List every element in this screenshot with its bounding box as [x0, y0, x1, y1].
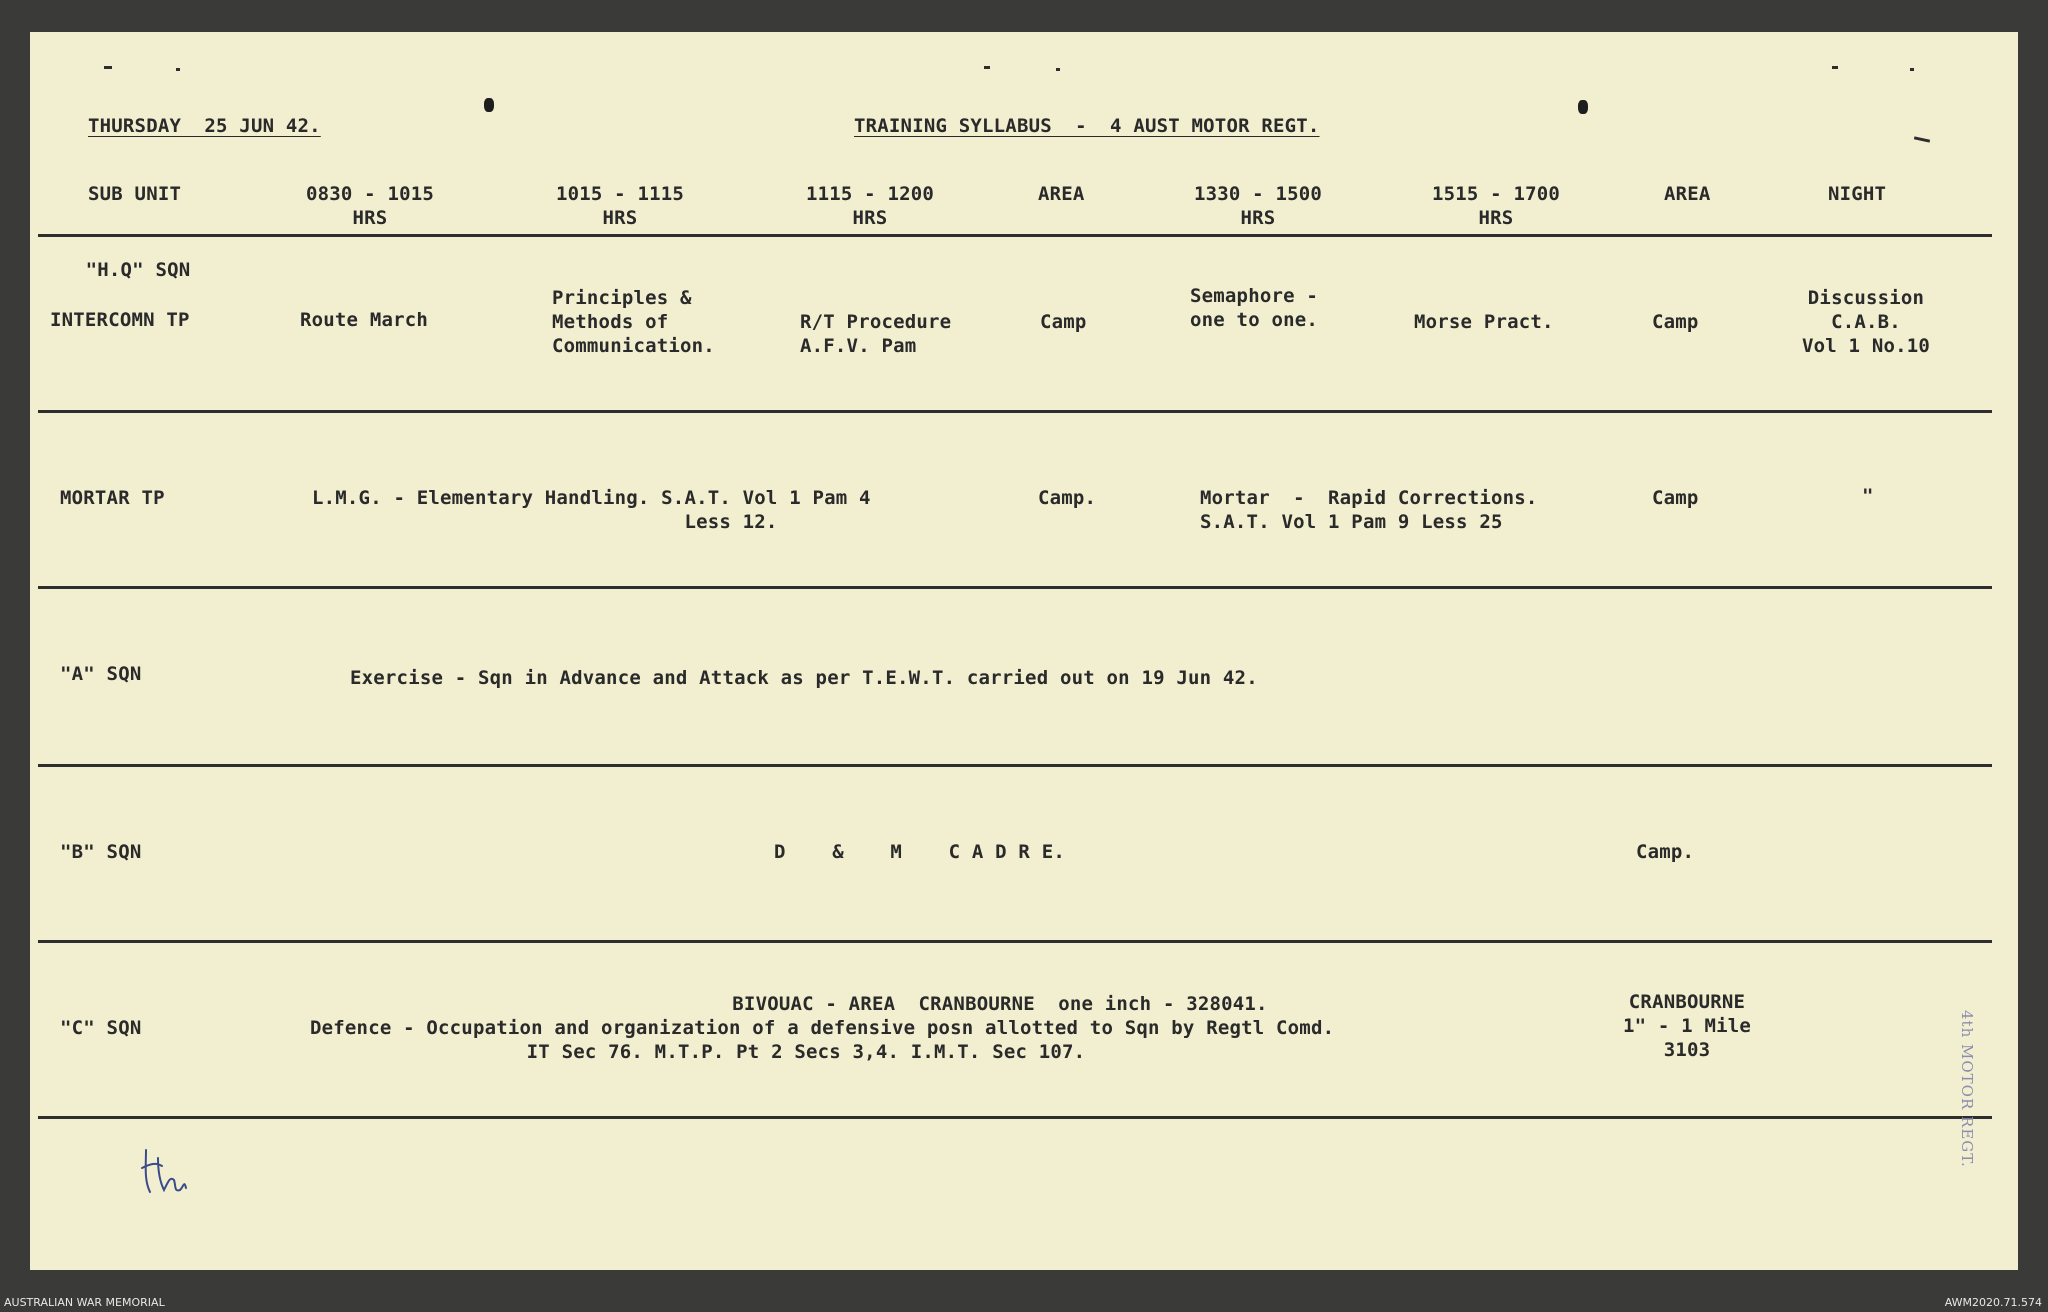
row-rule-3 — [38, 764, 1992, 767]
top-mark-center — [984, 66, 990, 69]
col-period-1-hrs: HRS — [352, 207, 388, 229]
col-period-4-hrs: HRS — [1240, 207, 1276, 229]
row-b-area: Camp. — [1636, 841, 1695, 863]
footer-accession-number: AWM2020.71.574 — [1944, 1296, 2042, 1309]
row-a-unit: "A" SQN — [60, 663, 142, 685]
row-mortar-morning: L.M.G. - Elementary Handling. S.A.T. Vol 1 Pam 4 Less 12. — [312, 487, 871, 533]
row-hq-period-3: R/T Procedure A.F.V. Pam — [800, 311, 952, 357]
row-a-text: Exercise - Sqn in Advance and Attack as per T.E.W.T. carried out on 19 Jun 42. — [350, 667, 1258, 689]
row-hq-sub-unit: INTERCOMN TP — [50, 309, 190, 331]
row-mortar-unit: MORTAR TP — [60, 487, 165, 509]
document-title: TRAINING SYLLABUS - 4 AUST MOTOR REGT. — [854, 115, 1320, 137]
row-mortar-afternoon: Mortar - Rapid Corrections. S.A.T. Vol 1 Pam 9 Less 25 — [1200, 487, 1538, 533]
row-hq-period-1: Route March — [300, 309, 429, 331]
row-b-unit: "B" SQN — [60, 841, 142, 863]
row-c-area: CRANBOURNE 1" - 1 Mile 3103 — [1622, 991, 1752, 1061]
col-night: NIGHT — [1828, 183, 1887, 205]
row-rule-5 — [38, 1116, 1992, 1119]
punch-hole-left — [484, 98, 494, 112]
col-sub-unit: SUB UNIT — [88, 183, 182, 205]
row-c-line-1: BIVOUAC - AREA CRANBOURNE one inch - 328041. — [732, 993, 1268, 1015]
top-mark-left-2 — [176, 68, 180, 71]
row-mortar-area-2: Camp — [1652, 487, 1699, 509]
col-period-1: 0830 - 1015 — [305, 183, 435, 205]
row-hq-period-4: Semaphore - one to one. — [1190, 285, 1319, 331]
row-rule-1 — [38, 410, 1992, 413]
row-hq-area-2: Camp — [1652, 311, 1699, 333]
punch-hole-right — [1578, 100, 1588, 114]
row-hq-unit: "H.Q" SQN — [85, 259, 191, 281]
row-hq-period-5: Morse Pract. — [1414, 311, 1554, 333]
header-rule — [38, 234, 1992, 237]
row-hq-area-1: Camp — [1040, 311, 1087, 333]
col-area-1: AREA — [1038, 183, 1085, 205]
col-period-4: 1330 - 1500 — [1193, 183, 1323, 205]
col-period-5-hrs: HRS — [1478, 207, 1514, 229]
col-area-2: AREA — [1664, 183, 1711, 205]
row-c-unit: "C" SQN — [60, 1017, 142, 1039]
top-mark-left — [104, 66, 112, 69]
top-mark-center-2 — [1056, 68, 1060, 71]
col-period-2: 1015 - 1115 — [555, 183, 685, 205]
row-c-line-2: Defence - Occupation and organization of a defensive posn allotted to Sqn by Regtl Comd. — [310, 1017, 1335, 1039]
row-b-text: D & M C A D R E. — [774, 841, 1065, 863]
handwritten-initials — [140, 1140, 190, 1200]
col-period-5: 1515 - 1700 — [1431, 183, 1561, 205]
document-date: THURSDAY 25 JUN 42. — [88, 115, 321, 137]
top-mark-right — [1832, 66, 1838, 69]
row-mortar-area-1: Camp. — [1038, 487, 1097, 509]
col-period-3-hrs: HRS — [852, 207, 888, 229]
row-mortar-night: " — [1862, 485, 1874, 507]
col-period-3: 1115 - 1200 — [805, 183, 935, 205]
unit-stamp: 4th MOTOR REGT. — [1958, 1010, 1976, 1168]
row-c-line-3: IT Sec 76. M.T.P. Pt 2 Secs 3,4. I.M.T. Sec 107. — [526, 1041, 1086, 1063]
row-rule-4 — [38, 940, 1992, 943]
row-rule-2 — [38, 586, 1992, 589]
top-mark-right-2 — [1910, 68, 1914, 71]
footer-credit: AUSTRALIAN WAR MEMORIAL — [4, 1296, 165, 1309]
row-hq-period-2: Principles & Methods of Communication. — [552, 287, 715, 357]
col-period-2-hrs: HRS — [602, 207, 638, 229]
row-hq-night: Discussion C.A.B. Vol 1 No.10 — [1801, 287, 1931, 357]
